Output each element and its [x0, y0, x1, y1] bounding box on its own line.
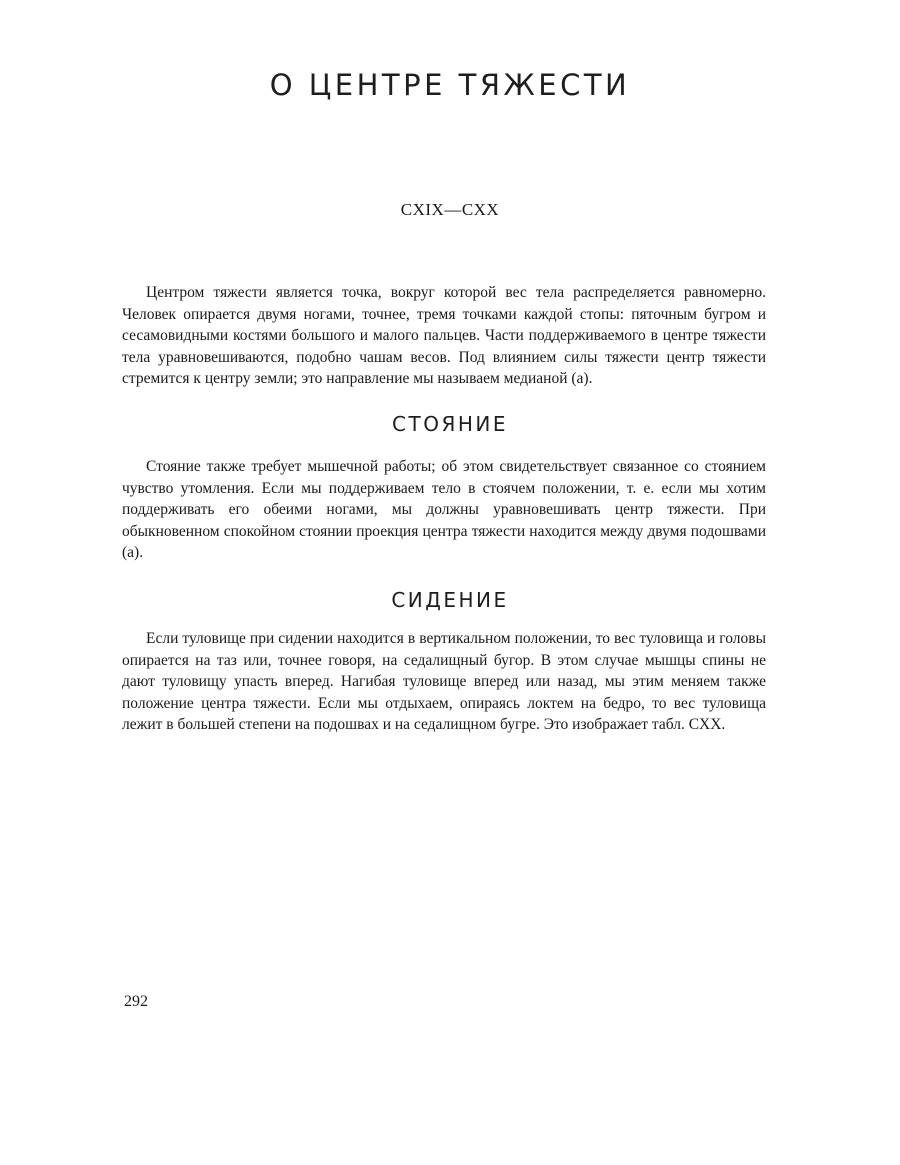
table-range-subtitle: CXIX—CXX — [400, 200, 500, 219]
page-number: 292 — [124, 993, 148, 1010]
paragraph-sitting: Если туловище при сидении находится в вертикальном положении, то вес туловища и головы опирается на таз или, точнее говоря, на седалищный бугор. В этом случае мышцы спины не дают туловищу упасть вперед. Нагибая туловище вперед или назад, мы этим меняем также положение центра тяжести. Если мы отдыхаем, опираясь локтем на бедро, то вес туловища лежит в большей степени на подошвах и на седалищном бугре. Это изображает табл. CXX. — [122, 630, 766, 734]
section-heading-standing: СТОЯНИЕ — [392, 412, 508, 436]
paragraph-standing: Стояние также требует мышечной работы; об этом свидетельствует связанное со стоянием чувство утомления. Если мы поддерживаем тело в стоячем положении, т. е. если мы хотим поддерживать его обеими ногами, мы должны уравновешивать центр тяжести. При обыкновенном спокойном стоянии проекция центра тяжести находится между двумя подошвами (a). — [122, 458, 766, 562]
section-heading-sitting: СИДЕНИЕ — [391, 588, 509, 612]
page-title: О ЦЕНТРЕ ТЯЖЕСТИ — [269, 68, 631, 102]
paragraph-center-of-gravity: Центром тяжести является точка, вокруг которой вес тела распределяется равномерно. Человек опирается двумя ногами, точнее, тремя точками каждой стопы: пяточным бугром и сесамовидными костями большого и малого пальцев. Части поддерживаемого в центре тяжести тела уравновешиваются, подобно чашам весов. Под влиянием силы тяжести центр тяжести стремится к центру земли; это направление мы называем медианой (a). — [122, 284, 766, 388]
